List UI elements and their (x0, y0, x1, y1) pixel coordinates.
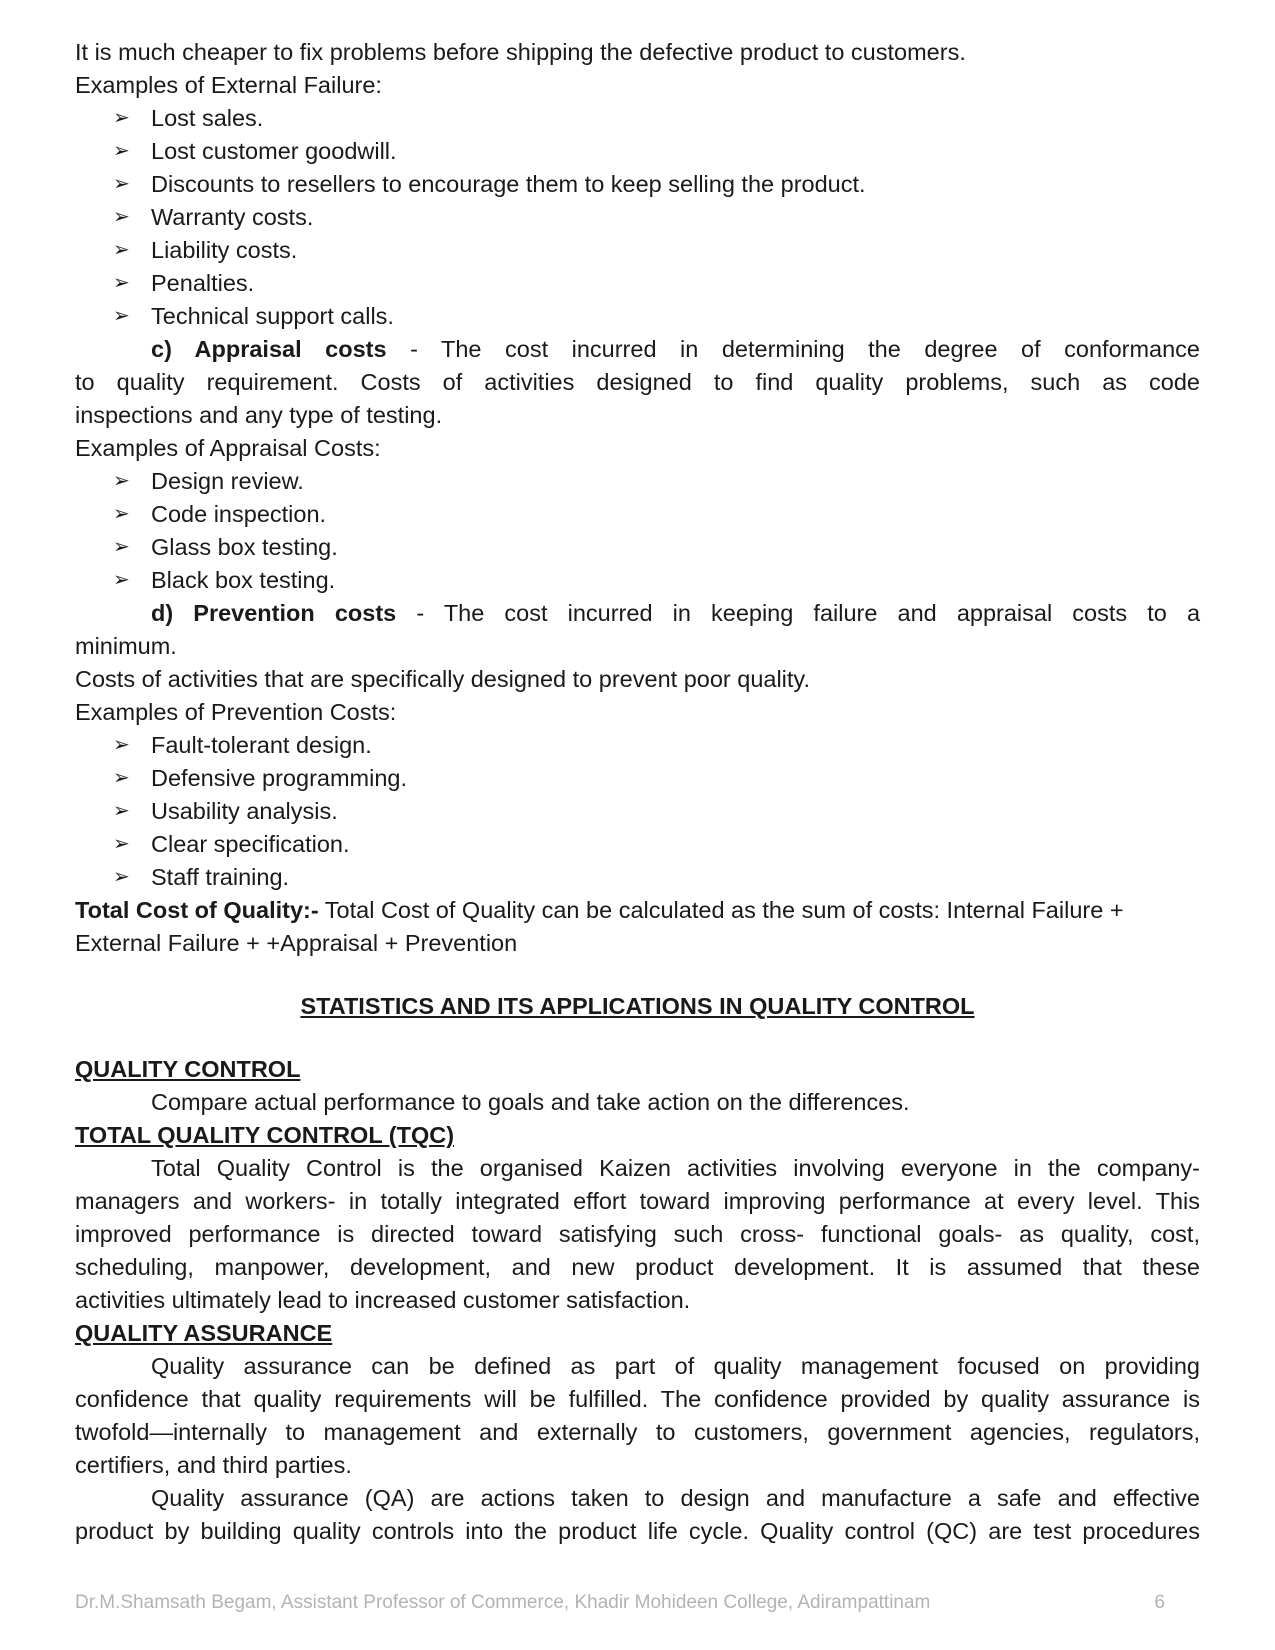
text-line: It is much cheaper to fix problems before shipping the defective product to customers. (75, 39, 966, 65)
prevention-costs-line: d) Prevention costs - The cost incurred in keeping failure and appraisal costs to a (151, 600, 1201, 626)
appraisal-costs-label: c) Appraisal costs (151, 336, 387, 362)
arrow-bullet-icon: ➢ (113, 767, 130, 789)
arrow-bullet-icon: ➢ (113, 503, 130, 525)
prevention-costs-label: d) Prevention costs (151, 600, 397, 626)
arrow-bullet-icon: ➢ (113, 305, 130, 327)
list-item: ➢ Lost sales. (75, 102, 1200, 135)
total-cost-line: Total Cost of Quality:- Total Cost of Quality can be calculated as the sum of costs: Internal Failure + (75, 897, 1124, 923)
text-line: Costs of activities that are specifically designed to prevent poor quality. (75, 666, 810, 692)
page-number: 6 (1154, 1592, 1165, 1613)
arrow-bullet-icon: ➢ (113, 833, 130, 855)
arrow-bullet-icon: ➢ (113, 536, 130, 558)
footer-text: Dr.M.Shamsath Begam, Assistant Professor of Commerce, Khadir Mohideen College, Adirampattinam (75, 1592, 931, 1613)
list-item: ➢ Code inspection. (75, 498, 1200, 531)
text-line: managers and workers- in totally integrated effort toward improving performance at every level. This (75, 1188, 1200, 1214)
appraisal-costs-line: c) Appraisal costs - The cost incurred in determining the degree of conformance (151, 336, 1200, 362)
prevention-list (75, 729, 1200, 894)
list-item: ➢ Warranty costs. (75, 201, 1200, 234)
text-line: improved performance is directed toward satisfying such cross- functional goals- as quality, cost, (75, 1221, 1200, 1247)
text-line: twofold—internally to management and externally to customers, government agencies, regulators, (75, 1419, 1200, 1445)
text-line: inspections and any type of testing. (75, 402, 443, 428)
text-line: Compare actual performance to goals and take action on the differences. (151, 1089, 910, 1115)
list-item: ➢ Defensive programming. (75, 762, 1200, 795)
text-line: to quality requirement. Costs of activities designed to find quality problems, such as code (75, 369, 1200, 395)
document-page (75, 36, 1200, 1548)
text-line: External Failure + +Appraisal + Prevention (75, 930, 518, 956)
list-item: ➢ Penalties. (75, 267, 1200, 300)
quality-control-heading: QUALITY CONTROL (75, 1056, 301, 1082)
list-item: ➢ Fault-tolerant design. (75, 729, 1200, 762)
external-failure-examples-title: Examples of External Failure: (75, 72, 382, 98)
section-title: STATISTICS AND ITS APPLICATIONS IN QUALITY CONTROL (300, 993, 975, 1019)
list-item: ➢ Black box testing. (75, 564, 1200, 597)
arrow-bullet-icon: ➢ (113, 107, 130, 129)
text-line: confidence that quality requirements will be fulfilled. The confidence provided by quality assurance is (75, 1386, 1200, 1412)
list-item: ➢ Lost customer goodwill. (75, 135, 1200, 168)
arrow-bullet-icon: ➢ (113, 866, 130, 888)
text-line: Quality assurance can be defined as part of quality management focused on providing (151, 1353, 1200, 1379)
list-item: ➢ Technical support calls. (75, 300, 1200, 333)
total-cost-label: Total Cost of Quality:- (75, 897, 319, 923)
arrow-bullet-icon: ➢ (113, 239, 130, 261)
quality-assurance-heading: QUALITY ASSURANCE (75, 1320, 333, 1346)
arrow-bullet-icon: ➢ (113, 569, 130, 591)
arrow-bullet-icon: ➢ (113, 800, 130, 822)
text-line: Quality assurance (QA) are actions taken to design and manufacture a safe and effective (151, 1485, 1200, 1511)
appraisal-list (75, 465, 1200, 597)
arrow-bullet-icon: ➢ (113, 173, 130, 195)
arrow-bullet-icon: ➢ (113, 272, 130, 294)
text-line: product by building quality controls into the product life cycle. Quality control (QC) are test procedures (75, 1518, 1200, 1544)
tqc-heading: TOTAL QUALITY CONTROL (TQC) (75, 1122, 455, 1148)
external-failure-list (75, 102, 1200, 333)
arrow-bullet-icon: ➢ (113, 206, 130, 228)
arrow-bullet-icon: ➢ (113, 734, 130, 756)
appraisal-examples-title: Examples of Appraisal Costs: (75, 435, 381, 461)
page-footer (75, 1592, 1165, 1614)
list-item: ➢ Design review. (75, 465, 1200, 498)
arrow-bullet-icon: ➢ (113, 470, 130, 492)
text-line: Total Quality Control is the organised Kaizen activities involving everyone in the company- (151, 1155, 1200, 1181)
list-item: ➢ Usability analysis. (75, 795, 1200, 828)
list-item: ➢ Glass box testing. (75, 531, 1200, 564)
list-item: ➢ Staff training. (75, 861, 1200, 894)
text-line: certifiers, and third parties. (75, 1452, 352, 1478)
text-line: minimum. (75, 633, 177, 659)
text-line: scheduling, manpower, development, and new product development. It is assumed that these (75, 1254, 1200, 1280)
prevention-examples-title: Examples of Prevention Costs: (75, 699, 397, 725)
arrow-bullet-icon: ➢ (113, 140, 130, 162)
list-item: ➢ Discounts to resellers to encourage them to keep selling the product. (75, 168, 1200, 201)
list-item: ➢ Clear specification. (75, 828, 1200, 861)
text-line: activities ultimately lead to increased customer satisfaction. (75, 1287, 691, 1313)
list-item: ➢ Liability costs. (75, 234, 1200, 267)
